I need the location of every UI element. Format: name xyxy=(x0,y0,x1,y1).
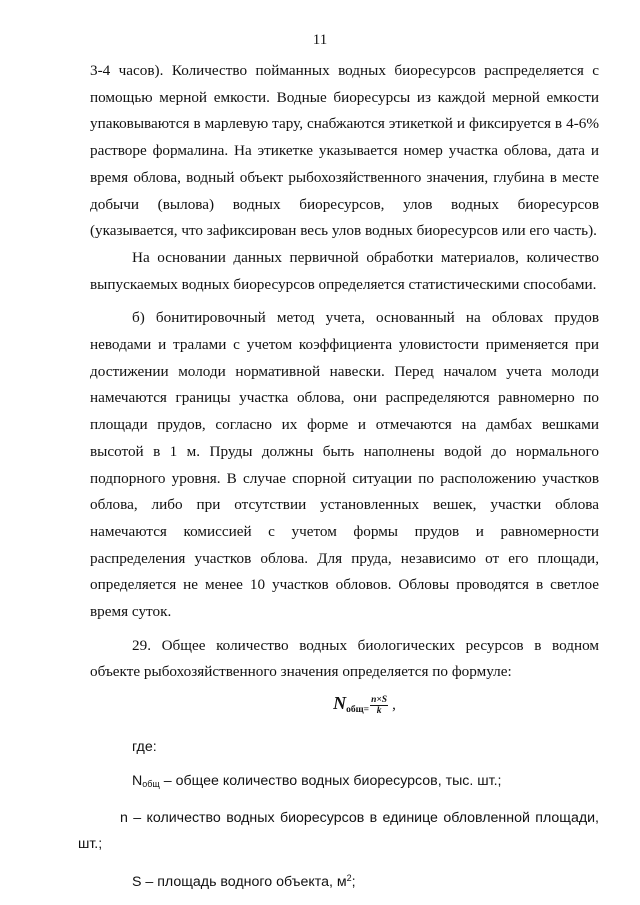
definition-n-total-subscript: общ xyxy=(142,778,160,789)
paragraph-bonitation-method: б) бонитировочный метод учета, основанный на обловах прудов неводами и тралами с учетом коэффициента уловистости применяется при достижении молоди нормативной навески. Перед началом учета молоди намечаются границы участка облова, они распределяются равномерно по площади прудов, согласно их форме и отмечаются на дамбах вешками высотой в 1 м. Пруды должны быть наполнены водой до нормального подпорного уровня. В случае спорной ситуации по расположению участков облова, либо при отсутствии установленных вешек, участки облова намечаются комиссией с учетом формы прудов и равномерности распределения участков облова. Для пруда, независимо от его площади, определяется не менее 10 участков обловов. Обловы проводятся в светлое время суток. xyxy=(90,309,599,621)
formula-numerator: n×S xyxy=(371,695,388,706)
formula-subscript: общ= xyxy=(346,705,370,716)
definition-s-end: ; xyxy=(351,873,356,890)
definition-s-text: S – площадь водного объекта, м xyxy=(132,873,347,890)
formula-denominator: k xyxy=(376,706,382,717)
formula-symbol: N xyxy=(333,693,347,714)
formula-fraction xyxy=(370,695,388,716)
definition-n: n – количество водных биоресурсов в единице обловленной площади, шт.; xyxy=(78,809,599,853)
paragraph-total-formula-intro: 29. Общее количество водных биологических ресурсов в водном объекте рыбохозяйственного значения определяется по формуле: xyxy=(90,636,599,681)
definitions-intro: где: xyxy=(132,739,157,756)
definition-s-superscript: 2 xyxy=(346,872,352,883)
definition-s xyxy=(90,865,599,896)
page-number: 11 xyxy=(312,32,328,48)
definition-n-total-symbol: N xyxy=(132,772,143,789)
formula-trailing: , xyxy=(392,697,396,714)
definition-n-total-text: – общее количество водных биоресурсов, тыс. шт.; xyxy=(159,772,502,789)
paragraph-statistics: На основании данных первичной обработки материалов, количество выпускаемых водных биоресурсов определяется статистическими способами. xyxy=(90,248,599,293)
paragraph-sampling: 3-4 часов). Количество пойманных водных биоресурсов распределяется с помощью мерной емкости. Водные биоресурсы из каждой мерной емкости упаковываются в марлевую тару, снабжаются этикеткой и фиксируется в 4-6% растворе формалина. На этикетке указывается номер участка облова, дата и время облова, водный объект рыбохозяйственного значения, глубина в месте добычи (вылова) водных биоресурсов, улов водных биоресурсов (указывается, что зафиксирован весь улов водных биоресурсов или его часть). xyxy=(90,62,599,240)
formula-expression xyxy=(333,690,396,724)
document-body xyxy=(78,58,599,896)
definition-n-total xyxy=(90,768,599,798)
formula xyxy=(90,690,599,724)
